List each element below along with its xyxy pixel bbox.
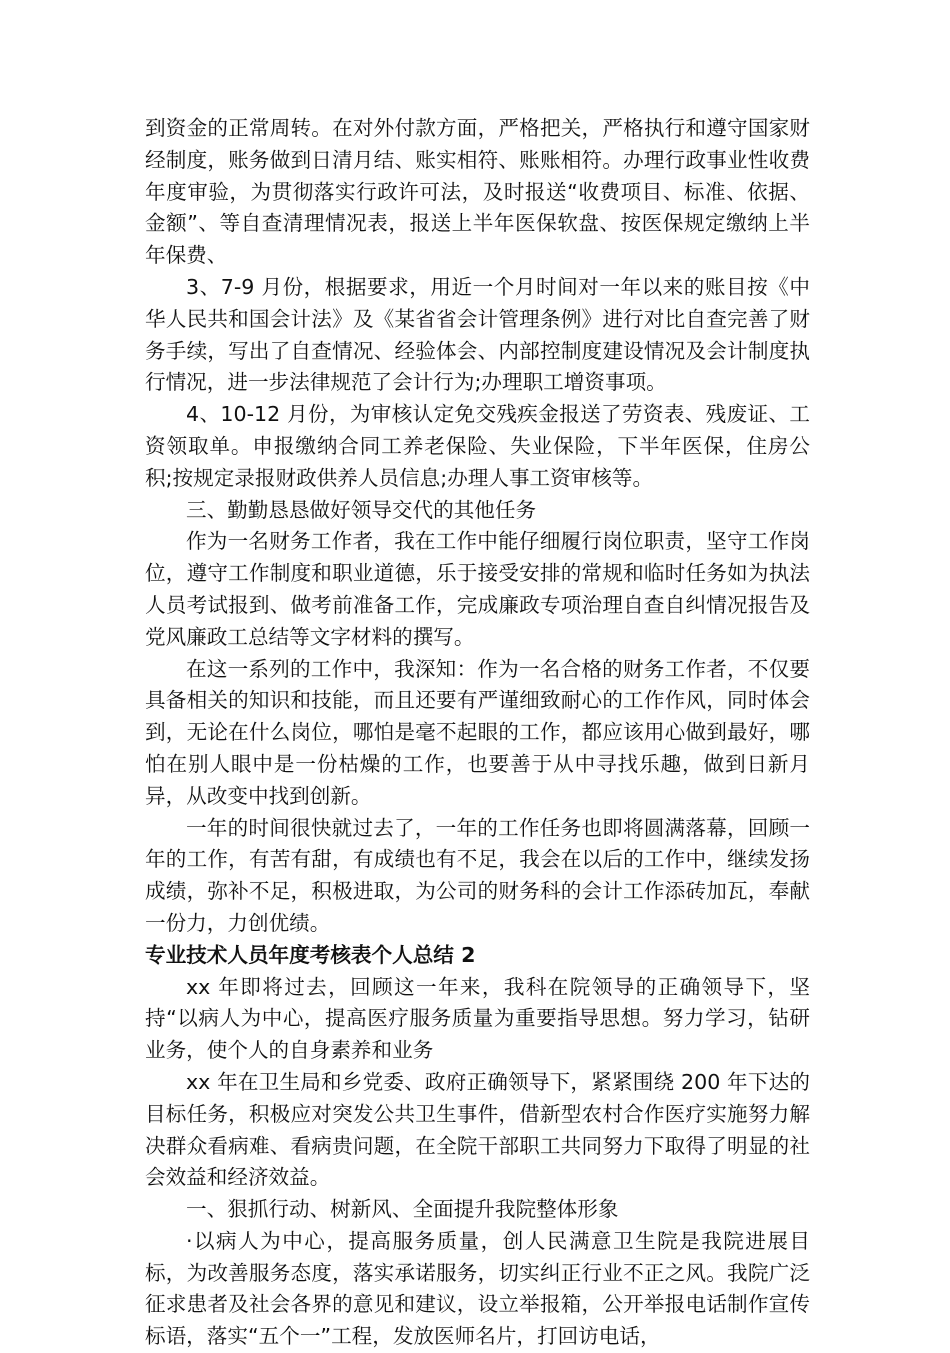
body-paragraph: 到资金的正常周转。在对外付款方面，严格把关，严格执行和遵守国家财经制度，账务做到日清月结、账实相符、账账相符。办理行政事业性收费年度审验，为贯彻落实行政许可法，及时报送“收费项目、标准、依据、金额”、等自查清理情况表，报送上半年医保软盘、按医保规定缴纳上半年保费、 (145, 116, 810, 268)
document-title: 专业技术人员年度考核表个人总结 2 (145, 942, 476, 967)
body-paragraph: xx 年即将过去，回顾这一年来，我科在院领导的正确领导下，坚持“以病人为中心，提高医疗服务质量为重要指导思想。努力学习，钻研业务，使个人的自身素养和业务 (145, 974, 810, 1063)
body-paragraph: 在这一系列的工作中，我深知：作为一名合格的财务工作者，不仅要具备相关的知识和技能，而且还要有严谨细致耐心的工作作风，同时体会到，无论在什么岗位，哪怕是毫不起眼的工作，都应该用心做到最好，哪怕在别人眼中是一份枯燥的工作，也要善于从中寻找乐趣，做到日新月异，从改变中找到创新。 (145, 656, 810, 808)
body-paragraph: 作为一名财务工作者，我在工作中能仔细履行岗位职责，坚守工作岗位，遵守工作制度和职业道德，乐于接受安排的常规和临时任务如为执法人员考试报到、做考前准备工作，完成廉政专项治理自查自纠情况报告及党风廉政工总结等文字材料的撰写。 (145, 529, 810, 649)
section-heading: 三、勤勤恳恳做好领导交代的其他任务 (186, 497, 537, 522)
body-paragraph: xx 年在卫生局和乡党委、政府正确领导下，紧紧围绕 200 年下达的目标任务，积极应对突发公共卫生事件，借新型农村合作医疗实施努力解决群众看病难、看病贵问题，在全院干部职工共同努力下取得了明显的社会效益和经济效益。 (145, 1069, 810, 1190)
document-page (145, 113, 810, 1353)
body-paragraph: 4、10-12 月份，为审核认定免交残疾金报送了劳资表、残废证、工资领取单。申报缴纳合同工养老保险、失业保险，下半年医保，住房公积;按规定录报财政供养人员信息;办理人事工资审核等。 (145, 402, 810, 490)
body-paragraph: ·以病人为中心，提高服务质量，创人民满意卫生院是我院进展目标，为改善服务态度，落实承诺服务，切实纠正行业不正之风。我院广泛征求患者及社会各界的意见和建议，设立举报箱，公开举报电话制作宣传标语，落实“五个一”工程，发放医师名片，打回访电话， (145, 1228, 810, 1349)
section-heading: 一、狠抓行动、树新风、全面提升我院整体形象 (186, 1197, 619, 1222)
body-paragraph: 3、7-9 月份，根据要求，用近一个月时间对一年以来的账目按《中华人民共和国会计法》及《某省省会计管理条例》进行对比自查完善了财务手续，写出了自查情况、经验体会、内部控制度建设情况及会计制度执行情况，进一步法律规范了会计行为;办理职工增资事项。 (145, 274, 810, 395)
body-paragraph: 一年的时间很快就过去了，一年的工作任务也即将圆满落幕，回顾一年的工作，有苦有甜，有成绩也有不足，我会在以后的工作中，继续发扬成绩，弥补不足，积极进取，为公司的财务科的会计工作添砖加瓦，奉献一份力，力创优绩。 (145, 815, 810, 935)
